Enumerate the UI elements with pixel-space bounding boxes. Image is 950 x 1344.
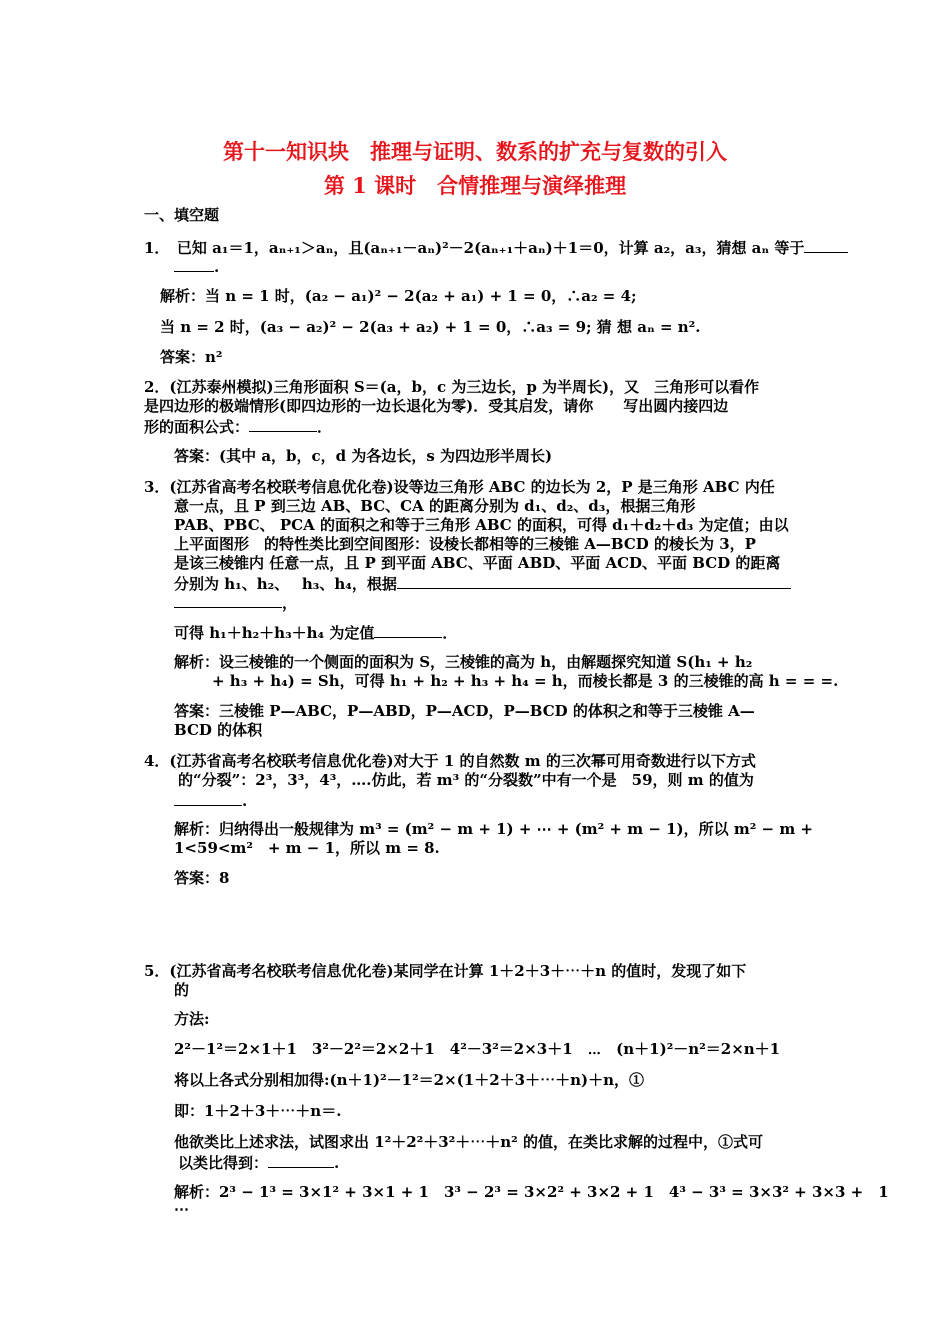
problem-1-line: 1． 已知 a₁＝1，aₙ₊₁＞aₙ，且(aₙ₊₁－aₙ)²－2(aₙ₊₁＋aₙ)＋1＝0，计算 a₂，a₃，猜想 aₙ 等于 bbox=[144, 237, 848, 258]
problem-1-analysis: 解析：当 n = 1 时，(a₂ − a₁)² − 2(a₂ + a₁) + 1 = 0，∴a₂ = 4; bbox=[160, 287, 637, 305]
problem-3-line: 分别为 h₁、h₂、 h₃、h₄，根据 bbox=[174, 573, 791, 594]
problem-4-blank: . bbox=[174, 790, 247, 811]
problem-4-analysis: 解析：归纳得出一般规律为 m³ = (m² − m + 1) + ⋯ + (m² + m − 1)，所以 m² − m + bbox=[174, 820, 813, 838]
problem-3-blank: ， bbox=[174, 592, 297, 613]
problem-3-line: 3．(江苏省高考名校联考信息优化卷)设等边三角形 ABC 的边长为 2，P 是三角形 ABC 内任 bbox=[144, 478, 775, 496]
problem-5-line: 以类比得到： . bbox=[178, 1154, 340, 1172]
page-subtitle: 第 1 课时 合情推理与演绎推理 bbox=[323, 173, 627, 198]
problem-1-answer: 答案：n² bbox=[160, 348, 223, 366]
problem-3-line: 是该三棱锥内 任意一点，且 P 到平面 ABC、平面 ABD、平面 ACD、平面 BCD 的距离 bbox=[174, 554, 781, 572]
problem-2-line: 形的面积公式： ． bbox=[144, 418, 333, 436]
problem-3-line: 可得 h₁＋h₂＋h₃＋h₄ 为定值 ． bbox=[174, 624, 458, 642]
problem-1-analysis: 当 n = 2 时，(a₃ − a₂)² − 2(a₃ + a₂) + 1 = 0，∴a₃ = 9; 猜 想 aₙ = n². bbox=[160, 318, 701, 336]
problem-3-line: 意一点，且 P 到三边 AB、BC、CA 的距离分别为 d₁、d₂、d₃，根据三角形 bbox=[174, 497, 696, 515]
problem-5-line: 即：1＋2＋3＋⋯＋n＝. bbox=[174, 1102, 342, 1120]
problem-5-analysis: ⋯ bbox=[174, 1200, 189, 1218]
problem-4-line: 4．(江苏省高考名校联考信息优化卷)对大于 1 的自然数 m 的三次幂可用奇数进行以下方式 bbox=[144, 752, 756, 770]
section-heading: 一、填空题 bbox=[144, 206, 220, 224]
page-title: 第十一知识块 推理与证明、数系的扩充与复数的引入 bbox=[223, 139, 727, 164]
problem-2-answer: 答案：(其中 a，b，c，d 为各边长，s 为四边形半周长) bbox=[174, 447, 553, 465]
problem-3-analysis: 解析：设三棱锥的一个侧面的面积为 S，三棱锥的高为 h，由解题探究知道 S(h₁ + h₂ bbox=[174, 653, 753, 671]
problem-1-blank: . bbox=[174, 256, 219, 277]
problem-5-line: 5．(江苏省高考名校联考信息优化卷)某同学在计算 1＋2＋3＋⋯＋n 的值时，发现了如下 bbox=[144, 962, 747, 980]
problem-4-line: 的“分裂”：2³，3³，4³，….仿此，若 m³ 的“分裂数”中有一个是 59，则 m 的值为 bbox=[178, 771, 754, 789]
problem-5-line: 的 bbox=[174, 981, 190, 999]
problem-5-line: 方法: bbox=[174, 1010, 210, 1028]
problem-3-answer: 答案：三棱锥 P—ABC，P—ABD，P—ACD，P—BCD 的体积之和等于三棱锥 A— bbox=[174, 702, 755, 720]
problem-4-answer: 答案：8 bbox=[174, 869, 230, 887]
problem-2-line: 2．(江苏泰州模拟)三角形面积 S＝(a，b，c 为三边长，p 为半周长)，又 三角形可以看作 bbox=[144, 378, 760, 396]
problem-5-line: 他欲类比上述求法，试图求出 1²＋2²＋3²＋⋯＋n² 的值，在类比求解的过程中，①式可 bbox=[174, 1133, 763, 1151]
problem-2-line: 是四边形的极端情形(即四边形的一边长退化为零)．受其启发，请你 写出圆内接四边 bbox=[144, 397, 729, 415]
problem-3-analysis: + h₃ + h₄) = Sh，可得 h₁ + h₂ + h₃ + h₄ = h，而棱长都是 3 的三棱锥的高 h = = =. bbox=[212, 672, 839, 690]
problem-3-answer: BCD 的体积 bbox=[174, 721, 263, 739]
problem-4-analysis: 1<59<m² + m − 1，所以 m = 8. bbox=[174, 839, 440, 857]
problem-3-line: PAB、PBC、 PCA 的面积之和等于三角形 ABC 的面积，可得 d₁＋d₂＋d₃ 为定值；由以 bbox=[174, 516, 789, 534]
problem-5-equations: 2²－1²＝2×1＋1 3²－2²＝2×2＋1 4²－3²＝2×3＋1 ⋯ (n＋1)²－n²＝2×n＋1 bbox=[174, 1040, 781, 1058]
problem-3-line: 上平面图形 的特性类比到空间图形：设棱长都相等的三棱锥 A—BCD 的棱长为 3，P bbox=[174, 535, 756, 553]
problem-5-analysis: 解析：2³ − 1³ = 3×1² + 3×1 + 1 3³ − 2³ = 3×2² + 3×2 + 1 4³ − 3³ = 3×3² + 3×3 + 1 bbox=[174, 1183, 889, 1201]
problem-5-line: 将以上各式分别相加得:(n＋1)²－1²＝2×(1＋2＋3＋⋯＋n)＋n，① bbox=[174, 1071, 644, 1089]
